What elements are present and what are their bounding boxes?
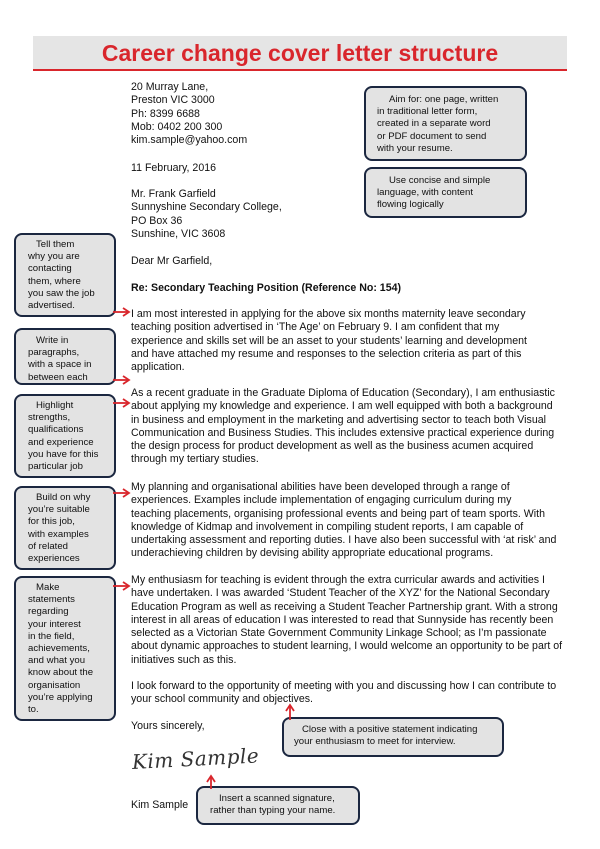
callout-paragraphs <box>14 328 116 385</box>
callout-line: Highlight <box>36 400 74 411</box>
signature-image: Kim Sample <box>131 743 260 774</box>
paragraph-line: I am most interested in applying for the above six months maternity leave secondary <box>131 308 526 320</box>
callout-line: for this job, <box>28 516 75 528</box>
callout-line: Insert a scanned signature, <box>219 793 335 804</box>
arrow-right-icon <box>110 395 134 411</box>
arrow-up-icon <box>282 702 298 722</box>
callout-line: Build on why <box>36 492 91 503</box>
arrow-right-icon <box>110 304 134 320</box>
paragraph-line: and have attached my resume and responses to the selection criteria as part of this <box>131 347 522 360</box>
paragraph-line: My enthusiasm for teaching is evident through the extra curricular awards and activities I <box>131 574 545 586</box>
callout-line: Aim for: one page, written <box>389 94 499 105</box>
callout-line: rather than typing your name. <box>210 805 336 817</box>
paragraph-line: knowledge of Kidmap and involvement in compiling student reports, I am capable of <box>131 520 524 533</box>
paragraph-line: through my tertiary studies. <box>131 453 259 466</box>
callout-line: paragraphs, <box>28 347 80 359</box>
paragraph-line: interest in all areas of education I was interested to read that Sunnyside has recently been <box>131 613 554 626</box>
callout-line: your interest <box>28 618 81 630</box>
paragraph-line: Communication and Business Studies. This includes extensive practical experience during <box>131 426 555 439</box>
callout-line: and what you <box>28 655 86 667</box>
callout-build-on <box>14 486 116 570</box>
callout-line: created in a separate word <box>377 118 491 130</box>
callout-line: Tell them <box>36 239 75 250</box>
callout-line: achievements, <box>28 643 90 655</box>
callout-line: why you are <box>28 251 80 263</box>
callout-line: with your resume. <box>377 142 453 154</box>
callout-line: to. <box>28 704 39 716</box>
paragraph-experience <box>131 481 563 561</box>
paragraph-line: teaching position advertised in ‘The Age’ on February 9. I am confident that my <box>131 321 500 334</box>
callout-line: Close with a positive statement indicating <box>302 724 478 735</box>
address-line: 20 Murray Lane, <box>131 81 209 93</box>
paragraph-line: the design process for product development as well as the business acumen acquired <box>131 440 534 453</box>
callout-line: between each <box>28 371 88 383</box>
paragraph-interest <box>131 574 563 667</box>
recipient-line: PO Box 36 <box>131 214 183 227</box>
arrow-right-icon <box>110 485 134 501</box>
paragraph-line: My planning and organisational abilities have been developed through a range of <box>131 481 510 493</box>
callout-language <box>364 167 527 218</box>
callout-line: language, with content <box>377 187 474 199</box>
paragraph-line: have undertaken. I was awarded ‘Student Teacher of the XYZ’ for the National Secondary <box>131 587 550 600</box>
callout-line: know about the <box>28 667 94 679</box>
title-bar <box>33 36 567 71</box>
paragraph-line: application. <box>131 361 185 374</box>
callout-line: experiences <box>28 553 80 565</box>
callout-line: and experience <box>28 436 94 448</box>
paragraph-intro <box>131 308 563 374</box>
paragraph-line: underachieving children by devising ability appropriate educational programs. <box>131 547 494 560</box>
callout-aim <box>364 86 527 161</box>
arrow-up-icon <box>203 773 219 791</box>
paragraph-line: your school community and objectives. <box>131 693 313 706</box>
callout-tell-them <box>14 233 116 317</box>
paragraph-line: selected as a Victorian State Government Community Linkage School; as I’m passionate <box>131 627 547 640</box>
email-line: kim.sample@yahoo.com <box>131 134 248 147</box>
paragraph-line: experiences. Examples include implementation of engaging curriculum during my <box>131 494 512 507</box>
paragraph-line: undertaking assessment and reporting duties. I have also been successful with ‘at risk’ and <box>131 534 557 547</box>
paragraph-line: about applying my knowledge and experience. I am well equipped with both a background <box>131 400 553 413</box>
callout-line: in the field, <box>28 630 75 642</box>
date-text: 11 February, 2016 <box>131 162 216 174</box>
callout-line: regarding <box>28 606 69 618</box>
arrow-right-icon <box>110 372 134 388</box>
page-title: Career change cover letter structure <box>101 40 499 66</box>
callout-line: particular job <box>28 461 83 473</box>
callout-line: qualifications <box>28 424 84 436</box>
callout-highlight <box>14 394 116 478</box>
paragraph-line: As a recent graduate in the Graduate Diploma of Education (Secondary), I am enthusiastic <box>131 387 555 399</box>
salutation <box>131 255 563 268</box>
callout-line: flowing logically <box>377 199 444 211</box>
paragraph-line: Education Program as well as receiving a Student Teacher Partnership grant. With a strong <box>131 600 558 613</box>
paragraph-line: I look forward to the opportunity of meeting with you and discussing how I can contribute to <box>131 680 557 692</box>
callout-line: advertised. <box>28 300 75 312</box>
phone-line: Ph: 8399 6688 <box>131 107 200 120</box>
mobile-line: Mob: 0402 200 300 <box>131 120 223 133</box>
signer-name-text: Kim Sample <box>131 799 189 811</box>
paragraph-line: teaching placements, organising professional events and being part of team sports. With <box>131 507 545 520</box>
paragraph-strengths <box>131 387 563 467</box>
callout-line: strengths, <box>28 412 71 424</box>
callout-line: Make <box>36 582 60 593</box>
callout-line: Write in <box>36 335 69 346</box>
callout-close <box>282 717 504 757</box>
callout-line: or PDF document to send <box>377 130 487 142</box>
subject-line <box>131 282 563 295</box>
salutation-text: Dear Mr Garfield, <box>131 255 213 267</box>
callout-line: in traditional letter form, <box>377 106 478 118</box>
callout-line: your enthusiasm to meet for interview. <box>294 736 456 748</box>
closing-text: Yours sincerely, <box>131 720 205 732</box>
recipient-line: Sunnyshine Secondary College, <box>131 201 282 214</box>
callout-line: organisation <box>28 679 81 691</box>
callout-line: you have for this <box>28 448 99 460</box>
paragraph-line: experience and skills set will be an asset to your students’ learning and development <box>131 334 527 347</box>
paragraph-line: in business and employment in the marketing and advertising sector to teach both Visual <box>131 413 546 426</box>
paragraph-line: about dynamic approaches to student learning, I would welcome an opportunity to be part of <box>131 640 563 653</box>
callout-line: with a space in <box>28 359 92 371</box>
callout-line: of related <box>28 540 69 552</box>
arrow-right-icon <box>110 578 134 594</box>
callout-make-statements <box>14 576 116 721</box>
callout-signature <box>196 786 360 825</box>
paragraph-closing <box>131 680 563 707</box>
callout-line: with examples <box>28 528 89 540</box>
callout-line: you saw the job <box>28 287 95 299</box>
callout-line: Use concise and simple <box>389 175 491 186</box>
callout-line: contacting <box>28 263 72 275</box>
callout-line: them, where <box>28 275 81 287</box>
callout-line: you’re suitable <box>28 504 90 516</box>
callout-line: statements <box>28 594 75 606</box>
paragraph-line: initiatives such as this. <box>131 653 237 666</box>
recipient-line: Sunshine, VIC 3608 <box>131 227 226 240</box>
subject-text: Re: Secondary Teaching Position (Reference No: 154) <box>131 282 402 294</box>
address-line: Preston VIC 3000 <box>131 94 215 107</box>
callout-line: you’re applying <box>28 691 93 703</box>
recipient-line: Mr. Frank Garfield <box>131 188 216 200</box>
